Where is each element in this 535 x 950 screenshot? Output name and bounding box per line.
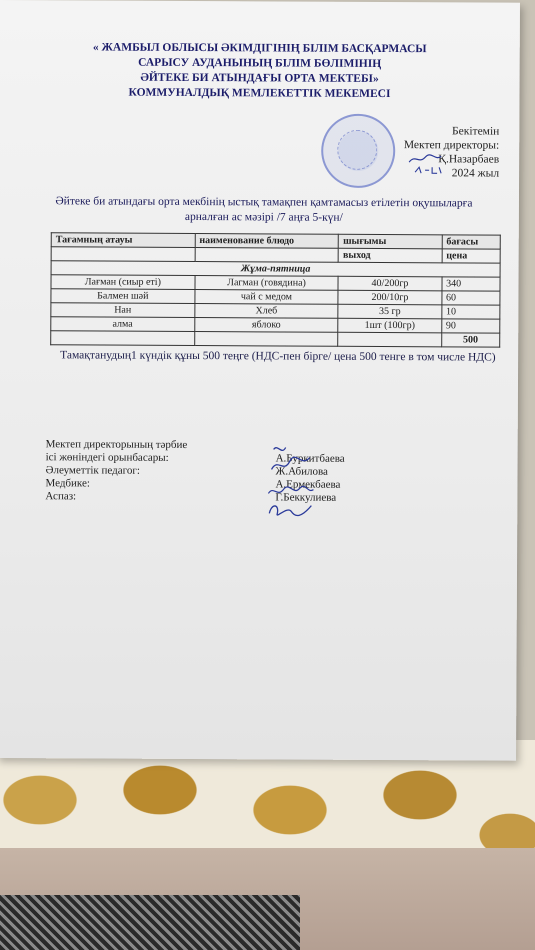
dish-kz: Нан: [51, 303, 195, 318]
column-header: наименование блюдо: [195, 234, 339, 249]
staff-role: ісі жөніндегі орынбасары:: [45, 451, 169, 464]
header-line: ӘЙТЕКЕ БИ АТЫНДАҒЫ ОРТА МЕКТЕБІ»: [140, 71, 379, 85]
cook-signature-icon: [265, 499, 315, 521]
menu-title-line: арналған ас мәзірі /7 аңға 5-күн/: [184, 210, 343, 224]
dish-ru: яблоко: [194, 318, 338, 333]
approval-position: Мектеп директоры:: [403, 139, 500, 152]
header-line: « ЖАМБЫЛ ОБЛЫСЫ ӘКІМДІГІНІҢ БІЛІМ БАСҚАРМАСЫ: [92, 41, 427, 56]
staff-name: А.Ермекбаева: [275, 478, 341, 491]
day-label: Жұма-пятница: [51, 261, 500, 277]
dish-price: 340: [442, 277, 500, 291]
menu-table: [50, 232, 501, 347]
header-line: САРЫСУ АУДАНЫНЫҢ БІЛІМ БӨЛІМІНІҢ: [138, 56, 382, 70]
staff-role: Аспаз:: [45, 490, 77, 503]
deputy-signature-icon: [265, 443, 315, 479]
staff-name: Г.Беккулиева: [275, 491, 337, 504]
column-header: шығымы: [339, 234, 442, 249]
staff-name: Ж.Абилова: [275, 465, 328, 478]
dark-fabric: [0, 895, 300, 950]
total-row: [51, 331, 500, 347]
column-subheader: [195, 248, 339, 263]
empty-cell: [194, 332, 338, 347]
dish-ru: Лагман (говядина): [195, 276, 339, 291]
column-header: Тағамның атауы: [51, 233, 195, 248]
empty-cell: [51, 331, 195, 346]
dish-price: 60: [442, 291, 500, 305]
dish-kz: Лағман (сиыр еті): [51, 275, 195, 290]
dish-kz: алма: [51, 317, 195, 332]
staff-name: А.Буркитбаева: [275, 452, 345, 465]
column-subheader: [51, 247, 195, 262]
dish-ru: чай с медом: [195, 290, 339, 305]
column-header: бағасы: [442, 235, 500, 249]
staff-role: Мектеп директорының тәрбие: [45, 438, 188, 451]
dish-yield: 200/10гр: [338, 290, 441, 305]
staff-role: Әлеуметтік педагог:: [45, 464, 140, 477]
dish-yield: 40/200гр: [338, 276, 441, 291]
approval-label: Бекітемін: [452, 125, 500, 138]
menu-title: [54, 194, 474, 226]
menu-title-line: Әйтеке би атындағы орта мекбінің ыстық тамақпен қамтамасыз етілетін оқушыларға: [55, 195, 473, 210]
staff-signatures: [45, 438, 425, 505]
column-subheader: выход: [338, 248, 441, 263]
date-handwriting-icon: [413, 164, 443, 176]
total-price: 500: [441, 333, 499, 347]
dish-kz: Балмен шәй: [51, 289, 195, 304]
approval-director: Қ.Назарбаев: [438, 153, 500, 166]
dish-yield: 1шт (100гр): [338, 318, 441, 333]
column-subheader: цена: [442, 249, 500, 263]
dish-ru: Хлеб: [195, 304, 339, 319]
header-line: КОММУНАЛДЫҚ МЕМЛЕКЕТТІК МЕКЕМЕСІ: [128, 86, 391, 101]
approval-date: 2024 жыл: [451, 167, 500, 180]
dish-price: 10: [441, 305, 499, 319]
school-header: [49, 40, 469, 102]
dish-price: 90: [441, 319, 499, 333]
dish-yield: 35 гр: [338, 304, 441, 319]
staff-role: Медбике:: [45, 477, 90, 490]
staff-row: [45, 490, 425, 505]
empty-cell: [338, 332, 441, 347]
daily-cost-note: Тамақтанудың1 күндік құны 500 теңге (НДС-пен бірге/ цена 500 тенге в том числе НДС): [60, 349, 496, 364]
nurse-signature-icon: [265, 483, 315, 499]
